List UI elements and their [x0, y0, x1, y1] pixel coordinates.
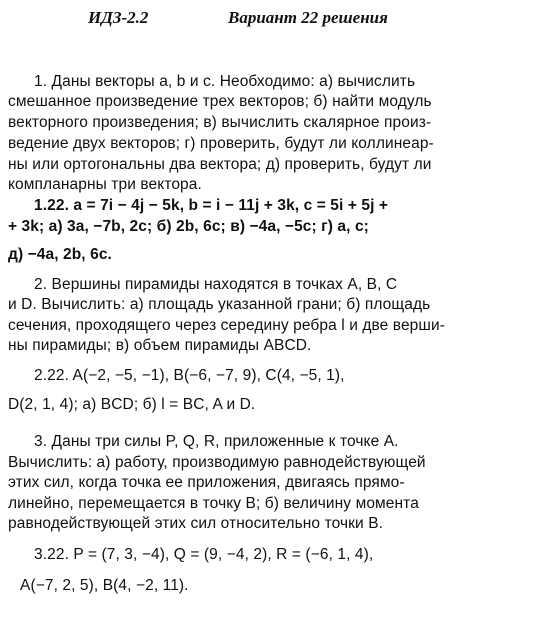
task3-problem-line-2: A(−7, 2, 5), B(4, −2, 11).: [20, 577, 189, 594]
task2-problem-line-1: 2.22. A(−2, −5, −1), B(−6, −7, 9), C(4, −5, 1),: [34, 367, 345, 384]
task3-line-1: 3. Даны три силы P, Q, R, приложенные к точке A.: [34, 433, 399, 450]
task1-line-4: ведение двух векторов; г) проверить, будут ли коллинеар-: [8, 135, 434, 152]
task2-line-3: сечения, проходящего через середину ребра l и две верши-: [8, 317, 445, 334]
task3-line-4: линейно, перемещается в точку B; б) величину момента: [8, 495, 419, 512]
task2-line-4: ны пирамиды; в) объем пирамиды ABCD.: [8, 337, 312, 354]
task1-line-6: компланарны три вектора.: [8, 176, 202, 193]
task1-problem-line-3: д) −4a, 2b, 6c.: [8, 246, 112, 263]
task3-problem-line-1: 3.22. P = (7, 3, −4), Q = (9, −4, 2), R = (−6, 1, 4),: [34, 546, 374, 563]
task1-line-1: 1. Даны векторы a, b и c. Необходимо: а) вычислить: [34, 73, 416, 90]
variant-title: Вариант 22 решения: [228, 8, 388, 27]
task2-line-1: 2. Вершины пирамиды находятся в точках A, B, C: [34, 276, 398, 293]
task2-line-2: и D. Вычислить: а) площадь указанной грани; б) площадь: [8, 296, 431, 313]
task3-line-2: Вычислить: а) работу, производимую равнодействующей: [8, 454, 426, 471]
task1-problem-line-2: + 3k; а) 3a, −7b, 2c; б) 2b, 6c; в) −4a, −5c; г) a, c;: [8, 218, 369, 235]
assignment-title: ИДЗ-2.2: [88, 8, 149, 27]
task1-problem-line-1: 1.22. a = 7i − 4j − 5k, b = i − 11j + 3k, c = 5i + 5j +: [34, 197, 389, 214]
task3-line-3: этих сил, когда точка ее приложения, двигаясь прямо-: [8, 474, 405, 491]
task1-line-2: смешанное произведение трех векторов; б) найти модуль: [8, 93, 432, 110]
task1-line-5: ны или ортогональны два вектора; д) проверить, будут ли: [8, 156, 432, 173]
task1-line-3: векторного произведения; в) вычислить скалярное произ-: [8, 114, 432, 131]
task2-problem-line-2: D(2, 1, 4); а) BCD; б) l = BC, A и D.: [8, 396, 256, 413]
task3-line-5: равнодействующей этих сил относительно точки B.: [8, 515, 384, 532]
